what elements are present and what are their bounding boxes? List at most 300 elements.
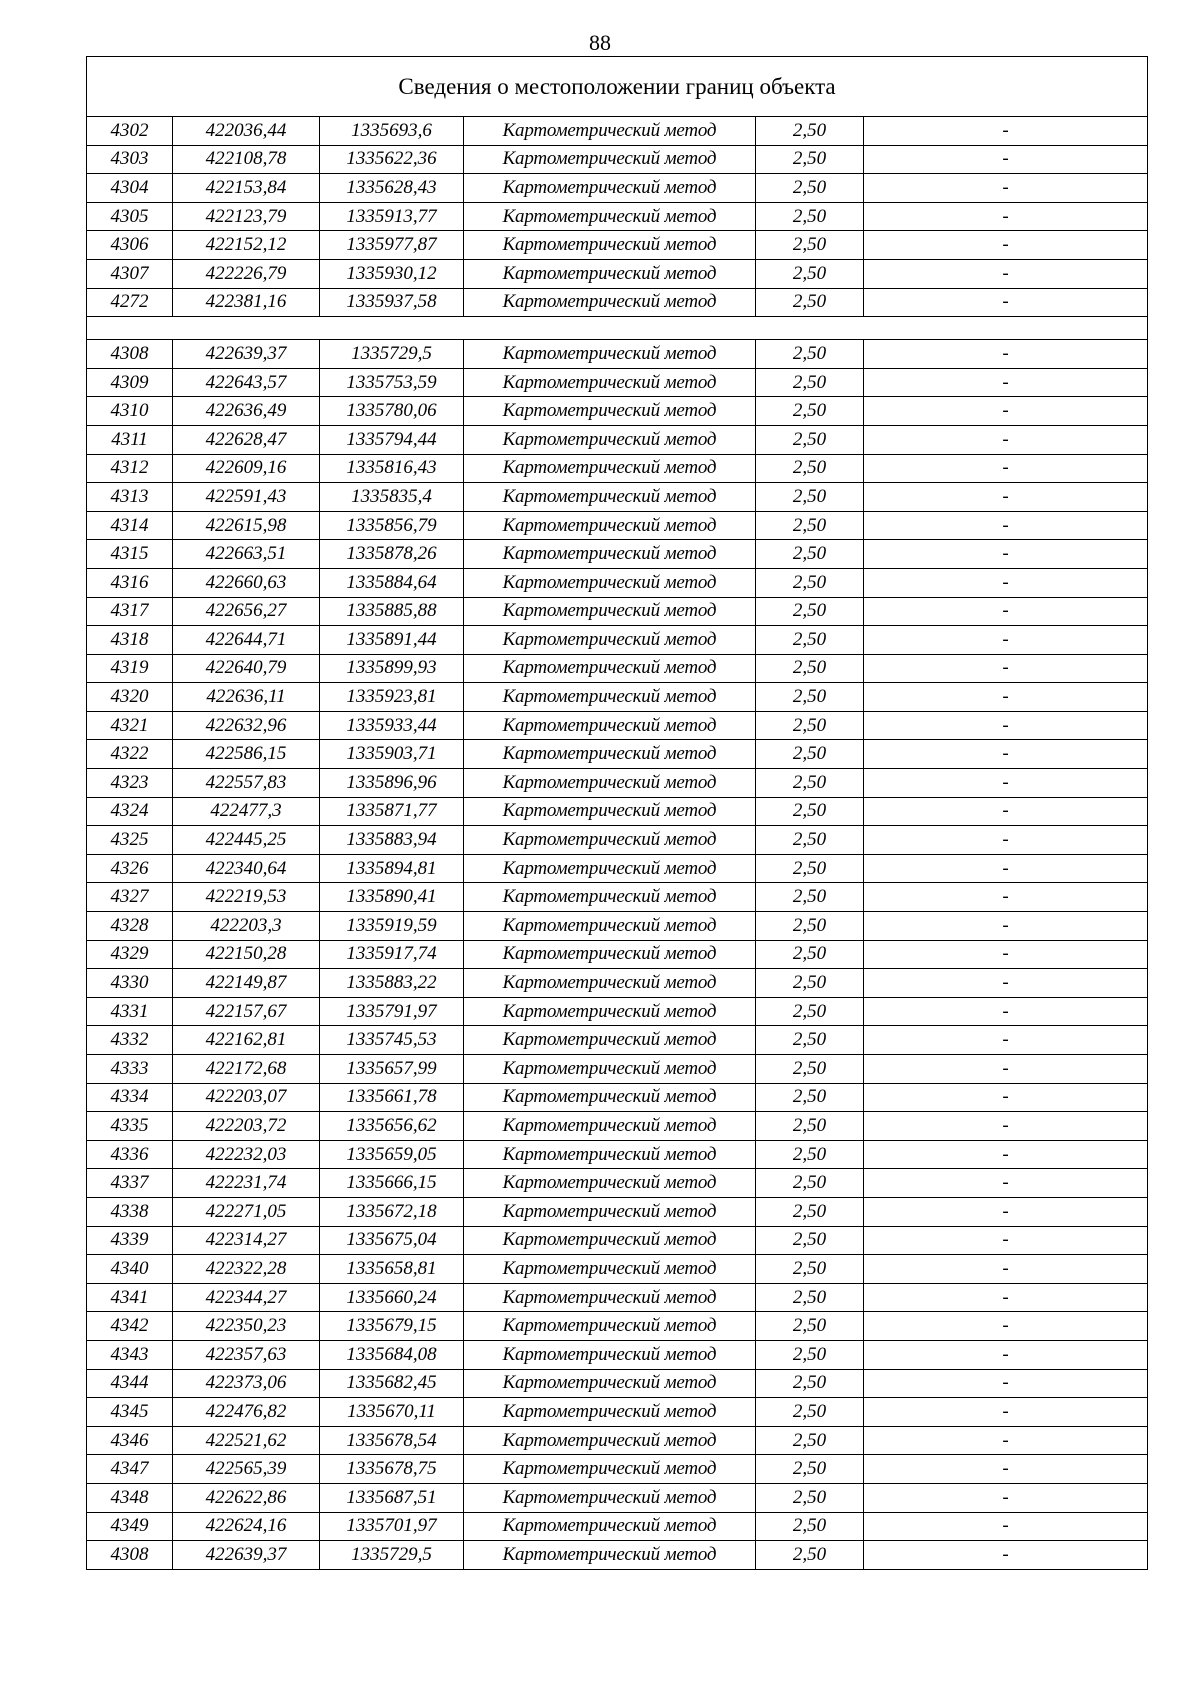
cell-method: Картометрический метод (464, 854, 756, 883)
cell-description: - (864, 626, 1148, 655)
cell-method: Картометрический метод (464, 259, 756, 288)
cell-x-coordinate: 422357,63 (173, 1340, 320, 1369)
cell-method: Картометрический метод (464, 711, 756, 740)
cell-accuracy: 2,50 (756, 568, 864, 597)
cell-description: - (864, 511, 1148, 540)
table-row (87, 626, 1148, 655)
cell-y-coordinate: 1335682,45 (320, 1369, 464, 1398)
table-row (87, 1369, 1148, 1398)
cell-y-coordinate: 1335923,81 (320, 683, 464, 712)
cell-point-number: 4337 (87, 1169, 173, 1198)
cell-accuracy: 2,50 (756, 1055, 864, 1084)
cell-method: Картометрический метод (464, 1026, 756, 1055)
cell-description: - (864, 425, 1148, 454)
cell-x-coordinate: 422108,78 (173, 145, 320, 174)
cell-y-coordinate: 1335885,88 (320, 597, 464, 626)
cell-x-coordinate: 422477,3 (173, 797, 320, 826)
cell-x-coordinate: 422203,3 (173, 912, 320, 941)
cell-method: Картометрический метод (464, 288, 756, 317)
cell-point-number: 4347 (87, 1455, 173, 1484)
cell-x-coordinate: 422609,16 (173, 454, 320, 483)
cell-y-coordinate: 1335883,94 (320, 826, 464, 855)
cell-x-coordinate: 422644,71 (173, 626, 320, 655)
cell-point-number: 4340 (87, 1255, 173, 1284)
cell-description: - (864, 288, 1148, 317)
cell-method: Картометрический метод (464, 568, 756, 597)
cell-accuracy: 2,50 (756, 231, 864, 260)
table-row (87, 1426, 1148, 1455)
cell-description: - (864, 1340, 1148, 1369)
cell-x-coordinate: 422036,44 (173, 117, 320, 146)
cell-point-number: 4324 (87, 797, 173, 826)
cell-accuracy: 2,50 (756, 1512, 864, 1541)
cell-point-number: 4308 (87, 340, 173, 369)
table-row (87, 340, 1148, 369)
cell-accuracy: 2,50 (756, 1197, 864, 1226)
cell-method: Картометрический метод (464, 769, 756, 798)
cell-accuracy: 2,50 (756, 259, 864, 288)
cell-x-coordinate: 422565,39 (173, 1455, 320, 1484)
cell-y-coordinate: 1335660,24 (320, 1283, 464, 1312)
cell-accuracy: 2,50 (756, 1026, 864, 1055)
cell-description: - (864, 654, 1148, 683)
cell-accuracy: 2,50 (756, 340, 864, 369)
cell-point-number: 4320 (87, 683, 173, 712)
cell-point-number: 4317 (87, 597, 173, 626)
cell-y-coordinate: 1335678,75 (320, 1455, 464, 1484)
cell-method: Картометрический метод (464, 654, 756, 683)
cell-y-coordinate: 1335701,97 (320, 1512, 464, 1541)
cell-description: - (864, 740, 1148, 769)
table-row (87, 883, 1148, 912)
cell-point-number: 4339 (87, 1226, 173, 1255)
cell-method: Картометрический метод (464, 1541, 756, 1570)
cell-x-coordinate: 422203,07 (173, 1083, 320, 1112)
cell-point-number: 4325 (87, 826, 173, 855)
cell-y-coordinate: 1335666,15 (320, 1169, 464, 1198)
cell-method: Картометрический метод (464, 1483, 756, 1512)
cell-y-coordinate: 1335745,53 (320, 1026, 464, 1055)
table-row (87, 397, 1148, 426)
cell-y-coordinate: 1335903,71 (320, 740, 464, 769)
cell-method: Картометрический метод (464, 145, 756, 174)
cell-accuracy: 2,50 (756, 940, 864, 969)
cell-description: - (864, 854, 1148, 883)
cell-description: - (864, 769, 1148, 798)
cell-method: Картометрический метод (464, 997, 756, 1026)
cell-y-coordinate: 1335791,97 (320, 997, 464, 1026)
cell-accuracy: 2,50 (756, 202, 864, 231)
cell-point-number: 4326 (87, 854, 173, 883)
table-row (87, 683, 1148, 712)
cell-description: - (864, 368, 1148, 397)
cell-point-number: 4309 (87, 368, 173, 397)
cell-method: Картометрический метод (464, 202, 756, 231)
cell-description: - (864, 1112, 1148, 1141)
cell-x-coordinate: 422476,82 (173, 1398, 320, 1427)
table-row (87, 1255, 1148, 1284)
cell-accuracy: 2,50 (756, 1340, 864, 1369)
cell-point-number: 4348 (87, 1483, 173, 1512)
cell-x-coordinate: 422150,28 (173, 940, 320, 969)
cell-description: - (864, 711, 1148, 740)
cell-x-coordinate: 422219,53 (173, 883, 320, 912)
cell-y-coordinate: 1335657,99 (320, 1055, 464, 1084)
cell-x-coordinate: 422203,72 (173, 1112, 320, 1141)
cell-description: - (864, 940, 1148, 969)
cell-accuracy: 2,50 (756, 854, 864, 883)
cell-y-coordinate: 1335896,96 (320, 769, 464, 798)
table-row (87, 969, 1148, 998)
table-caption: Сведения о местоположении границ объекта (87, 57, 1148, 117)
cell-x-coordinate: 422322,28 (173, 1255, 320, 1284)
cell-y-coordinate: 1335780,06 (320, 397, 464, 426)
cell-accuracy: 2,50 (756, 1398, 864, 1427)
contour-separator-cell (87, 317, 1148, 340)
table-row (87, 1026, 1148, 1055)
cell-method: Картометрический метод (464, 940, 756, 969)
cell-x-coordinate: 422231,74 (173, 1169, 320, 1198)
cell-y-coordinate: 1335890,41 (320, 883, 464, 912)
cell-description: - (864, 912, 1148, 941)
cell-method: Картометрический метод (464, 1169, 756, 1198)
cell-x-coordinate: 422271,05 (173, 1197, 320, 1226)
cell-description: - (864, 1140, 1148, 1169)
cell-method: Картометрический метод (464, 425, 756, 454)
cell-method: Картометрический метод (464, 1512, 756, 1541)
table-row (87, 202, 1148, 231)
cell-method: Картометрический метод (464, 826, 756, 855)
cell-point-number: 4318 (87, 626, 173, 655)
cell-point-number: 4313 (87, 483, 173, 512)
cell-point-number: 4349 (87, 1512, 173, 1541)
cell-accuracy: 2,50 (756, 1369, 864, 1398)
cell-y-coordinate: 1335883,22 (320, 969, 464, 998)
cell-point-number: 4336 (87, 1140, 173, 1169)
cell-description: - (864, 1255, 1148, 1284)
cell-description: - (864, 1197, 1148, 1226)
cell-point-number: 4322 (87, 740, 173, 769)
cell-x-coordinate: 422373,06 (173, 1369, 320, 1398)
cell-accuracy: 2,50 (756, 368, 864, 397)
cell-description: - (864, 1055, 1148, 1084)
cell-accuracy: 2,50 (756, 540, 864, 569)
cell-description: - (864, 997, 1148, 1026)
cell-method: Картометрический метод (464, 1255, 756, 1284)
table-row (87, 826, 1148, 855)
cell-accuracy: 2,50 (756, 1140, 864, 1169)
cell-y-coordinate: 1335661,78 (320, 1083, 464, 1112)
table-row (87, 425, 1148, 454)
cell-point-number: 4346 (87, 1426, 173, 1455)
cell-description: - (864, 454, 1148, 483)
cell-x-coordinate: 422636,11 (173, 683, 320, 712)
cell-point-number: 4338 (87, 1197, 173, 1226)
cell-method: Картометрический метод (464, 368, 756, 397)
cell-accuracy: 2,50 (756, 769, 864, 798)
cell-accuracy: 2,50 (756, 1483, 864, 1512)
cell-x-coordinate: 422639,37 (173, 340, 320, 369)
cell-accuracy: 2,50 (756, 1255, 864, 1284)
cell-y-coordinate: 1335917,74 (320, 940, 464, 969)
table-row (87, 1483, 1148, 1512)
cell-x-coordinate: 422632,96 (173, 711, 320, 740)
cell-method: Картометрический метод (464, 483, 756, 512)
cell-accuracy: 2,50 (756, 969, 864, 998)
cell-y-coordinate: 1335894,81 (320, 854, 464, 883)
cell-y-coordinate: 1335878,26 (320, 540, 464, 569)
cell-method: Картометрический метод (464, 117, 756, 146)
cell-description: - (864, 259, 1148, 288)
cell-x-coordinate: 422643,57 (173, 368, 320, 397)
table-row (87, 769, 1148, 798)
cell-description: - (864, 1541, 1148, 1570)
cell-accuracy: 2,50 (756, 1283, 864, 1312)
cell-point-number: 4342 (87, 1312, 173, 1341)
contour-separator-row (87, 317, 1148, 340)
cell-y-coordinate: 1335753,59 (320, 368, 464, 397)
cell-y-coordinate: 1335622,36 (320, 145, 464, 174)
cell-method: Картометрический метод (464, 797, 756, 826)
cell-description: - (864, 174, 1148, 203)
table-row (87, 854, 1148, 883)
cell-x-coordinate: 422640,79 (173, 654, 320, 683)
cell-point-number: 4328 (87, 912, 173, 941)
cell-method: Картометрический метод (464, 969, 756, 998)
table-row (87, 540, 1148, 569)
cell-y-coordinate: 1335659,05 (320, 1140, 464, 1169)
cell-method: Картометрический метод (464, 1226, 756, 1255)
cell-accuracy: 2,50 (756, 1169, 864, 1198)
cell-point-number: 4319 (87, 654, 173, 683)
cell-accuracy: 2,50 (756, 597, 864, 626)
cell-method: Картометрический метод (464, 1197, 756, 1226)
table-row (87, 1197, 1148, 1226)
table-row (87, 1398, 1148, 1427)
cell-accuracy: 2,50 (756, 1226, 864, 1255)
table-row (87, 1226, 1148, 1255)
cell-description: - (864, 969, 1148, 998)
cell-accuracy: 2,50 (756, 683, 864, 712)
cell-x-coordinate: 422557,83 (173, 769, 320, 798)
table-row (87, 174, 1148, 203)
cell-y-coordinate: 1335729,5 (320, 340, 464, 369)
cell-description: - (864, 1083, 1148, 1112)
cell-y-coordinate: 1335816,43 (320, 454, 464, 483)
cell-point-number: 4330 (87, 969, 173, 998)
cell-point-number: 4345 (87, 1398, 173, 1427)
cell-point-number: 4323 (87, 769, 173, 798)
cell-point-number: 4311 (87, 425, 173, 454)
cell-description: - (864, 1483, 1148, 1512)
table-caption-row (87, 57, 1148, 117)
cell-description: - (864, 1026, 1148, 1055)
cell-x-coordinate: 422350,23 (173, 1312, 320, 1341)
cell-x-coordinate: 422521,62 (173, 1426, 320, 1455)
cell-accuracy: 2,50 (756, 912, 864, 941)
cell-y-coordinate: 1335678,54 (320, 1426, 464, 1455)
table-row (87, 568, 1148, 597)
cell-y-coordinate: 1335675,04 (320, 1226, 464, 1255)
table-row (87, 711, 1148, 740)
cell-description: - (864, 1398, 1148, 1427)
cell-description: - (864, 1169, 1148, 1198)
cell-y-coordinate: 1335930,12 (320, 259, 464, 288)
cell-method: Картометрический метод (464, 1083, 756, 1112)
cell-y-coordinate: 1335656,62 (320, 1112, 464, 1141)
cell-description: - (864, 145, 1148, 174)
cell-accuracy: 2,50 (756, 1112, 864, 1141)
table-row (87, 288, 1148, 317)
cell-point-number: 4307 (87, 259, 173, 288)
cell-method: Картометрический метод (464, 340, 756, 369)
table-row (87, 1140, 1148, 1169)
cell-description: - (864, 540, 1148, 569)
cell-accuracy: 2,50 (756, 454, 864, 483)
table-row (87, 1169, 1148, 1198)
cell-accuracy: 2,50 (756, 1312, 864, 1341)
cell-method: Картометрический метод (464, 1283, 756, 1312)
cell-accuracy: 2,50 (756, 397, 864, 426)
cell-y-coordinate: 1335891,44 (320, 626, 464, 655)
cell-x-coordinate: 422624,16 (173, 1512, 320, 1541)
cell-description: - (864, 1369, 1148, 1398)
cell-description: - (864, 231, 1148, 260)
cell-x-coordinate: 422172,68 (173, 1055, 320, 1084)
cell-x-coordinate: 422232,03 (173, 1140, 320, 1169)
cell-y-coordinate: 1335884,64 (320, 568, 464, 597)
table-row (87, 368, 1148, 397)
cell-x-coordinate: 422622,86 (173, 1483, 320, 1512)
cell-description: - (864, 1283, 1148, 1312)
cell-method: Картометрический метод (464, 231, 756, 260)
table-row (87, 1340, 1148, 1369)
cell-point-number: 4304 (87, 174, 173, 203)
cell-method: Картометрический метод (464, 597, 756, 626)
cell-x-coordinate: 422123,79 (173, 202, 320, 231)
cell-point-number: 4314 (87, 511, 173, 540)
table-row (87, 912, 1148, 941)
cell-x-coordinate: 422344,27 (173, 1283, 320, 1312)
cell-point-number: 4344 (87, 1369, 173, 1398)
cell-x-coordinate: 422663,51 (173, 540, 320, 569)
cell-description: - (864, 568, 1148, 597)
cell-point-number: 4315 (87, 540, 173, 569)
cell-point-number: 4329 (87, 940, 173, 969)
cell-point-number: 4310 (87, 397, 173, 426)
cell-description: - (864, 1312, 1148, 1341)
cell-y-coordinate: 1335856,79 (320, 511, 464, 540)
table-row (87, 259, 1148, 288)
cell-x-coordinate: 422660,63 (173, 568, 320, 597)
table-row (87, 117, 1148, 146)
cell-accuracy: 2,50 (756, 288, 864, 317)
cell-accuracy: 2,50 (756, 117, 864, 146)
boundary-coordinates-table (86, 56, 1148, 1570)
table-row (87, 1055, 1148, 1084)
cell-method: Картометрический метод (464, 740, 756, 769)
cell-point-number: 4341 (87, 1283, 173, 1312)
cell-description: - (864, 597, 1148, 626)
cell-y-coordinate: 1335658,81 (320, 1255, 464, 1284)
cell-x-coordinate: 422149,87 (173, 969, 320, 998)
cell-y-coordinate: 1335977,87 (320, 231, 464, 260)
cell-accuracy: 2,50 (756, 1541, 864, 1570)
cell-y-coordinate: 1335670,11 (320, 1398, 464, 1427)
cell-accuracy: 2,50 (756, 174, 864, 203)
cell-point-number: 4331 (87, 997, 173, 1026)
cell-y-coordinate: 1335933,44 (320, 711, 464, 740)
cell-accuracy: 2,50 (756, 997, 864, 1026)
cell-y-coordinate: 1335794,44 (320, 425, 464, 454)
cell-method: Картометрический метод (464, 1140, 756, 1169)
cell-x-coordinate: 422591,43 (173, 483, 320, 512)
cell-method: Картометрический метод (464, 1340, 756, 1369)
cell-x-coordinate: 422314,27 (173, 1226, 320, 1255)
cell-description: - (864, 1455, 1148, 1484)
cell-x-coordinate: 422628,47 (173, 425, 320, 454)
cell-description: - (864, 683, 1148, 712)
table-row (87, 940, 1148, 969)
cell-description: - (864, 117, 1148, 146)
cell-description: - (864, 340, 1148, 369)
cell-point-number: 4332 (87, 1026, 173, 1055)
cell-accuracy: 2,50 (756, 145, 864, 174)
cell-y-coordinate: 1335687,51 (320, 1483, 464, 1512)
table-row (87, 1455, 1148, 1484)
cell-point-number: 4327 (87, 883, 173, 912)
cell-point-number: 4305 (87, 202, 173, 231)
cell-point-number: 4272 (87, 288, 173, 317)
cell-accuracy: 2,50 (756, 1455, 864, 1484)
table-row (87, 740, 1148, 769)
cell-point-number: 4316 (87, 568, 173, 597)
cell-y-coordinate: 1335684,08 (320, 1340, 464, 1369)
cell-description: - (864, 1226, 1148, 1255)
cell-x-coordinate: 422153,84 (173, 174, 320, 203)
cell-point-number: 4334 (87, 1083, 173, 1112)
table-row (87, 797, 1148, 826)
cell-accuracy: 2,50 (756, 654, 864, 683)
cell-point-number: 4306 (87, 231, 173, 260)
cell-y-coordinate: 1335628,43 (320, 174, 464, 203)
cell-description: - (864, 883, 1148, 912)
table-row (87, 1541, 1148, 1570)
cell-accuracy: 2,50 (756, 626, 864, 655)
cell-method: Картометрический метод (464, 912, 756, 941)
boundary-table-wrapper (86, 56, 1147, 1570)
cell-point-number: 4312 (87, 454, 173, 483)
cell-method: Картометрический метод (464, 1455, 756, 1484)
cell-method: Картометрический метод (464, 883, 756, 912)
table-row (87, 1083, 1148, 1112)
cell-point-number: 4302 (87, 117, 173, 146)
cell-y-coordinate: 1335919,59 (320, 912, 464, 941)
cell-x-coordinate: 422615,98 (173, 511, 320, 540)
cell-accuracy: 2,50 (756, 425, 864, 454)
cell-x-coordinate: 422340,64 (173, 854, 320, 883)
cell-method: Картометрический метод (464, 1426, 756, 1455)
cell-description: - (864, 797, 1148, 826)
cell-x-coordinate: 422586,15 (173, 740, 320, 769)
cell-point-number: 4343 (87, 1340, 173, 1369)
cell-accuracy: 2,50 (756, 1083, 864, 1112)
cell-y-coordinate: 1335729,5 (320, 1541, 464, 1570)
cell-accuracy: 2,50 (756, 797, 864, 826)
cell-x-coordinate: 422656,27 (173, 597, 320, 626)
cell-accuracy: 2,50 (756, 483, 864, 512)
table-body (87, 57, 1148, 1570)
